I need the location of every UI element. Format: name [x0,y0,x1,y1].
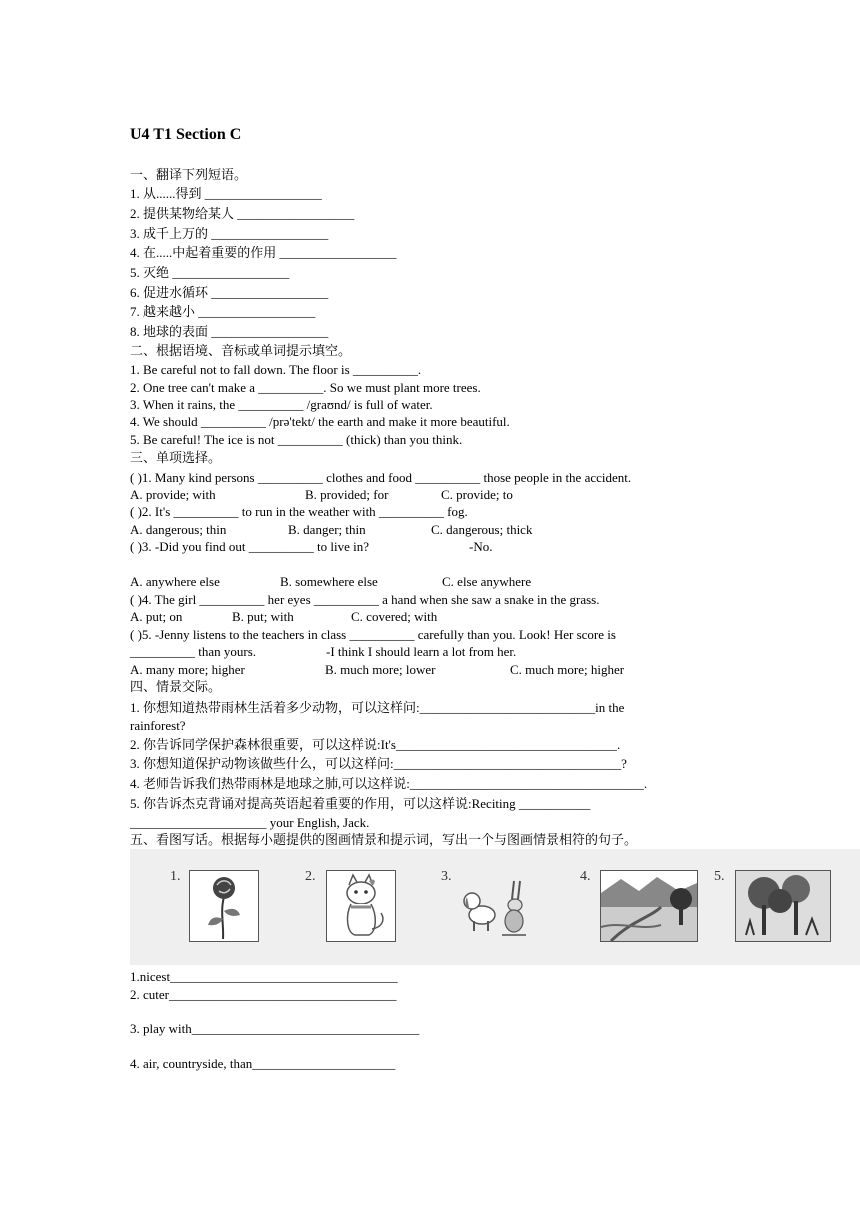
sec4-item-1: 1. 你想知道热带雨林生活着多少动物，可以这样问:___________________________in the [130,700,625,715]
sec3-q2-option-b: B. danger; thin [288,522,366,537]
countryside-picture [600,870,698,942]
sec2-item-5: 5. Be careful! The ice is not __________ (thick) than you think. [130,432,463,447]
sec3-question-5: ( )5. -Jenny listens to the teachers in class __________ carefully than you. Look! Her score is [130,627,616,642]
sec4-item-1-cont: rainforest? [130,718,186,733]
sec3-q3-option-b: B. somewhere else [280,574,378,589]
sec3-q2-option-c: C. dangerous; thick [431,522,533,537]
sec3-q5-option-b: B. much more; lower [325,662,436,677]
sec1-item-5: 5. 灭绝 __________________ [130,265,290,280]
sec2-item-1: 1. Be careful not to fall down. The floor is __________. [130,362,422,377]
sec1-item-7: 7. 越来越小 __________________ [130,304,316,319]
sec3-q1-option-c: C. provide; to [441,487,513,502]
picture-number-2: 2. [305,869,316,884]
sec2-item-4: 4. We should __________ /prə'tekt/ the earth and make it more beautiful. [130,414,510,429]
sec5-answer-3: 3. play with___________________________________ [130,1021,420,1036]
sec4-item-3: 3. 你想知道保护动物该做些什么，可以这样问:___________________________________? [130,756,627,771]
sec4-item-4: 4. 老师告诉我们热带雨林是地球之肺,可以这样说:____________________________________. [130,776,648,791]
picture-number-1: 1. [170,869,181,884]
sec5-answer-2: 2. cuter___________________________________ [130,987,397,1002]
sec3-q3-option-a: A. anywhere else [130,574,220,589]
sec1-item-4: 4. 在.....中起着重要的作用 __________________ [130,245,397,260]
sec4-item-5-cont: _____________________ your English, Jack. [130,815,370,830]
rose-picture [189,870,259,942]
kitten-picture [326,870,396,942]
section-2-heading: 二、根据语境、音标或单词提示填空。 [130,343,352,358]
sec3-question-2: ( )2. It's __________ to run in the weather with __________ fog. [130,504,468,519]
sec3-q3-option-c: C. else anywhere [442,574,532,589]
picture-number-5: 5. [714,869,725,884]
sec3-question-3: ( )3. -Did you find out __________ to live in? [130,539,370,554]
page-title: U4 T1 Section C [130,126,242,143]
sec1-item-8: 8. 地球的表面 __________________ [130,324,329,339]
sec3-q4-option-c: C. covered; with [351,609,438,624]
section-5-heading: 五、看图写话。根据每小题提供的图画情景和提示词，写出一个与图画情景相符的句子。 [130,832,638,847]
picture-number-3: 3. [441,869,452,884]
section-3-heading: 三、单项选择。 [130,450,222,465]
section-1-heading: 一、翻译下列短语。 [130,167,248,182]
sec3-question-5-cont: __________ than yours. [130,644,257,659]
picture-number-4: 4. [580,869,591,884]
sec3-question-4: ( )4. The girl __________ her eyes __________ a hand when she saw a snake in the grass. [130,592,600,607]
section-4-heading: 四、情景交际。 [130,679,222,694]
sec3-q1-option-a: A. provide; with [130,487,216,502]
sec1-item-2: 2. 提供某物给某人 __________________ [130,206,355,221]
sec4-item-2: 2. 你告诉同学保护森林很重要，可以这样说:It's__________________________________. [130,737,621,752]
sec3-question-1: ( )1. Many kind persons __________ clothes and food __________ those people in the accident. [130,470,632,485]
sec5-answer-4: 4. air, countryside, than______________________ [130,1056,396,1071]
sec1-item-6: 6. 促进水循环 __________________ [130,285,329,300]
sec2-item-3: 3. When it rains, the __________ /graʊnd/ is full of water. [130,397,433,412]
puppy-and-rabbit-picture [461,870,531,942]
sec1-item-3: 3. 成千上万的 __________________ [130,226,329,241]
sec3-q3-reply: -No. [469,539,493,554]
picture-strip [130,849,860,965]
sec3-q4-option-a: A. put; on [130,609,183,624]
sec1-item-1: 1. 从......得到 __________________ [130,186,322,201]
sec3-q5-reply: -I think I should learn a lot from her. [326,644,517,659]
sec3-q5-option-a: A. many more; higher [130,662,245,677]
sec3-q2-option-a: A. dangerous; thin [130,522,227,537]
sec3-q5-option-c: C. much more; higher [510,662,625,677]
sec3-q4-option-b: B. put; with [232,609,294,624]
sec4-item-5: 5. 你告诉杰克背诵对提高英语起着重要的作用，可以这样说:Reciting ___________ [130,796,591,811]
sec3-q1-option-b: B. provided; for [305,487,389,502]
forest-picture [735,870,831,942]
sec5-answer-1: 1.nicest___________________________________ [130,969,398,984]
sec2-item-2: 2. One tree can't make a __________. So we must plant more trees. [130,380,481,395]
